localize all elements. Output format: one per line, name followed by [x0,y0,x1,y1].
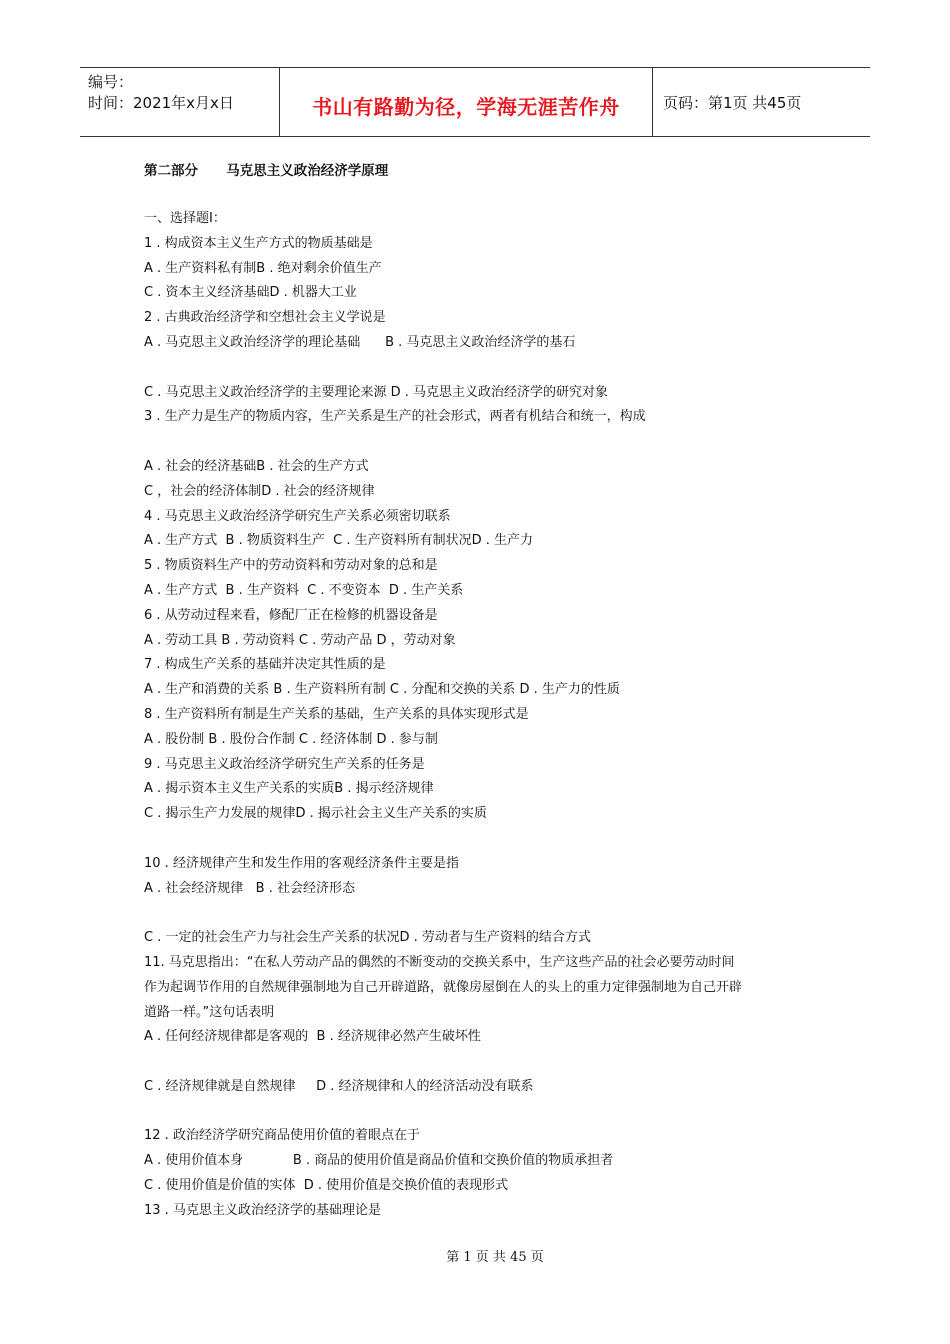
text-line: A . 社会的经济基础B . 社会的生产方式 [144,458,369,474]
blank-line [144,1100,824,1125]
document-body [144,159,824,1224]
page-footer: 第 1 页 共 45 页 [446,1250,544,1265]
text-line: C . 一定的社会生产力与社会生产关系的状况D . 劳动者与生产资料的结合方式 [144,930,591,946]
text-line: A . 马克思主义政治经济学的理论基础 B . 马克思主义政治经济学的基石 [144,334,576,350]
text-line: A . 揭示资本主义生产关系的实质B . 揭示经济规律 [144,781,434,797]
date-label: 时间：2021年x月x日 [88,94,234,112]
text-line: C . 马克思主义政治经济学的主要理论来源 D . 马克思主义政治经济学的研究对象 [144,384,609,400]
question-list [144,207,824,1224]
text-line: 10 . 经济规律产生和发生作用的客观经济条件主要是指 [144,855,459,871]
text-line: A . 劳动工具 B . 劳动资料 C . 劳动产品 D ，劳动对象 [144,632,456,648]
page-info: 页码：第1页 共45页 [663,94,802,112]
text-line: 12 . 政治经济学研究商品使用价值的着眼点在于 [144,1128,420,1144]
text-line: 5 . 物质资料生产中的劳动资料和劳动对象的总和是 [144,558,438,574]
header-page-cell [653,68,870,136]
blank-line [144,901,824,926]
text-line: 作为起调节作用的自然规律强制地为自己开辟道路，就像房屋倒在人的头上的重力定律强制地为自己开辟 [144,979,743,995]
text-line: A . 生产方式 B . 物质资料生产 C . 生产资料所有制状况D . 生产力 [144,533,534,549]
blank-line [144,430,824,455]
text-line: C . 经济规律就是自然规律 D . 经济规律和人的经济活动没有联系 [144,1078,534,1094]
text-line: C ，社会的经济体制D . 社会的经济规律 [144,483,375,499]
text-line: 4 . 马克思主义政治经济学研究生产关系必须密切联系 [144,508,451,524]
document-header [80,67,870,137]
text-line: 13 . 马克思主义政治经济学的基础理论是 [144,1202,381,1218]
text-line: A . 任何经济规律都是客观的 B . 经济规律必然产生破坏性 [144,1029,481,1045]
text-line: 9 . 马克思主义政治经济学研究生产关系的任务是 [144,756,425,772]
blank-line [144,827,824,852]
text-line: 6 . 从劳动过程来看，修配厂正在检修的机器设备是 [144,607,438,623]
text-line: C . 资本主义经济基础D . 机器大工业 [144,285,357,301]
serial-number-label: 编号： [88,73,134,91]
text-line: 11. 马克思指出：“在私人劳动产品的偶然的不断变动的交换关系中，生产这些产品的社会必要劳动时间 [144,954,735,970]
text-line: C . 使用价值是价值的实体 D . 使用价值是交换价值的表现形式 [144,1178,509,1194]
motto-text: 书山有路勤为径，学海无涯苦作舟 [312,94,620,119]
blank-line [144,356,824,381]
text-line: A . 生产和消费的关系 B . 生产资料所有制 C . 分配和交换的关系 D . 生产力的性质 [144,682,620,698]
text-line: A . 社会经济规律 B . 社会经济形态 [144,880,356,896]
text-line: 8 . 生产资料所有制是生产关系的基础，生产关系的具体实现形式是 [144,706,529,722]
header-meta-cell [80,68,280,136]
text-line: 道路一样。”这句话表明 [144,1004,275,1020]
text-line: C . 揭示生产力发展的规律D . 揭示社会主义生产关系的实质 [144,806,487,822]
spacer [144,184,824,207]
header-motto-cell [280,68,653,136]
text-line: A . 股份制 B . 股份合作制 C . 经济体制 D . 参与制 [144,731,438,747]
text-line: A . 生产资料私有制B . 绝对剩余价值生产 [144,260,382,276]
text-line: 1 . 构成资本主义生产方式的物质基础是 [144,235,373,251]
text-line: A . 生产方式 B . 生产资料 C . 不变资本 D . 生产关系 [144,582,464,598]
text-line: 2 . 古典政治经济学和空想社会主义学说是 [144,310,386,326]
text-line: 一、选择题Ⅰ： [144,211,226,226]
section-title: 第二部分 马克思主义政治经济学原理 [144,163,389,179]
blank-line [144,1050,824,1075]
text-line: A . 使用价值本身 B . 商品的使用价值是商品价值和交换价值的物质承担者 [144,1153,614,1169]
text-line: 3 . 生产力是生产的物质内容，生产关系是生产的社会形式，两者有机结合和统一，构成 [144,409,646,425]
text-line: 7 . 构成生产关系的基础并决定其性质的是 [144,657,386,673]
